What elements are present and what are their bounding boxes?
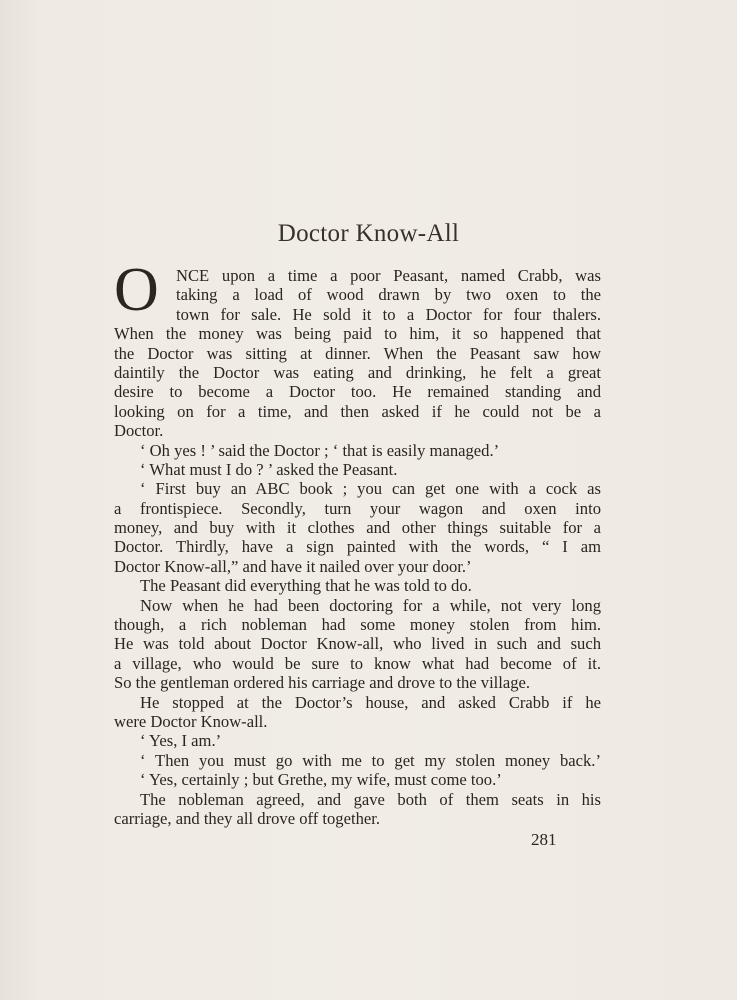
body-text (114, 256, 601, 828)
chapter-title: Doctor Know-All (277, 220, 460, 247)
text-line: desire to become a Doctor too. He remained standing and (114, 382, 601, 402)
text-line: were Doctor Know-all. (114, 711, 268, 731)
text-line: He was told about Doctor Know-all, who lived in such and such (114, 634, 601, 654)
text-line: NCE upon a time a poor Peasant, named Crabb, was (176, 266, 601, 285)
text-line: The nobleman agreed, and gave both of them seats in his (140, 789, 601, 809)
text-line: a village, who would be sure to know what had become of it. (114, 653, 601, 673)
page-number: 281 (531, 830, 557, 849)
text-line: ‘ Then you must go with me to get my stolen money back.’ (140, 750, 601, 770)
text-line: looking on for a time, and then asked if he could not be a (114, 401, 601, 421)
text-line: taking a load of wood drawn by two oxen to the (176, 285, 601, 305)
text-line: ‘ First buy an ABC book ; you can get one with a cock as (140, 479, 601, 499)
text-line: a frontispiece. Secondly, turn your wagon and oxen into (114, 498, 601, 518)
text-line: the Doctor was sitting at dinner. When the Peasant saw how (114, 343, 601, 363)
text-line: town for sale. He sold it to a Doctor for four thalers. (176, 304, 601, 324)
text-line: Now when he had been doctoring for a while, not very long (140, 595, 601, 615)
text-line: though, a rich nobleman had some money stolen from him. (114, 615, 601, 635)
text-line: The Peasant did everything that he was told to do. (140, 576, 472, 596)
drop-cap: O (114, 256, 159, 324)
text-line: So the gentleman ordered his carriage and drove to the village. (114, 673, 531, 693)
text-line: money, and buy with it clothes and other things suitable for a (114, 518, 601, 538)
text-line: ‘ Oh yes ! ’ said the Doctor ; ‘ that is easily managed.’ (140, 440, 500, 460)
text-line: He stopped at the Doctor’s house, and asked Crabb if he (140, 692, 601, 712)
text-line: Doctor. Thirdly, have a sign painted with the words, “ I am (114, 537, 601, 557)
text-line: ‘ Yes, certainly ; but Grethe, my wife, must come too.’ (140, 770, 502, 790)
text-line: daintily the Doctor was eating and drinking, he felt a great (114, 362, 601, 382)
text-line: Doctor Know-all,” and have it nailed over your door.’ (114, 556, 472, 576)
text-line: ‘ What must I do ? ’ asked the Peasant. (140, 459, 398, 479)
text-line: When the money was being paid to him, it so happened that (114, 324, 601, 344)
text-line: carriage, and they all drove off together. (114, 808, 381, 828)
text-line: Doctor. (114, 421, 164, 441)
text-line: ‘ Yes, I am.’ (140, 731, 222, 751)
